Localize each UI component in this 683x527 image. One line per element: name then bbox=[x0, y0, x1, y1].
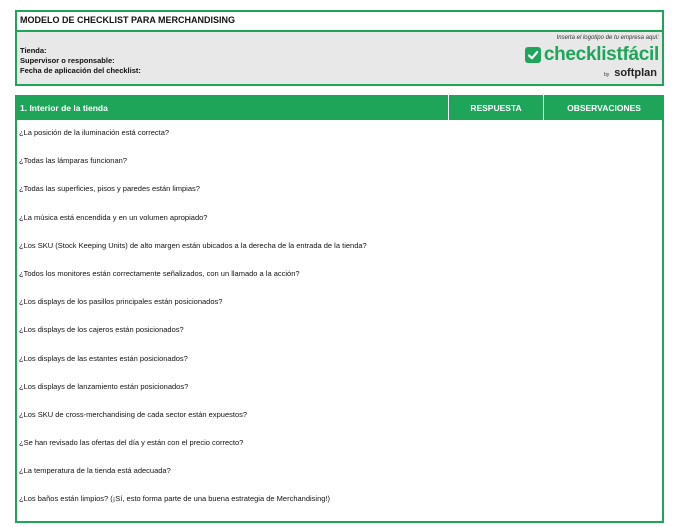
question-list bbox=[17, 120, 662, 515]
question-text: ¿Los displays de las estantes están posicionados? bbox=[19, 353, 188, 363]
brand-name: checklistfácil bbox=[543, 44, 659, 65]
question-text: ¿Todas las lámparas funcionan? bbox=[19, 156, 127, 166]
question-text: ¿Los displays de los pasillos principales están posicionados? bbox=[19, 297, 223, 307]
document-title: MODELO DE CHECKLIST PARA MERCHANDISING bbox=[20, 15, 236, 25]
question-text: ¿Todos los monitores están correctamente señalizados, con un llamado a la acción? bbox=[19, 268, 300, 278]
company-name: softplan bbox=[614, 67, 657, 79]
field-supervisor: Supervisor o responsable: bbox=[20, 56, 115, 65]
table-row bbox=[17, 374, 662, 402]
logo-subline bbox=[604, 67, 657, 79]
question-text: ¿Los baños están limpios? (¡Sí, esto forma parte de una buena estrategia de Merchandising!) bbox=[19, 494, 331, 504]
table-row bbox=[17, 458, 662, 486]
brand-logo bbox=[525, 44, 659, 66]
question-text: ¿Se han revisado las ofertas del día y están con el precio correcto? bbox=[19, 438, 244, 448]
column-header-response: RESPUESTA bbox=[448, 95, 543, 120]
logo-hint: Inserta el logotipo de tu empresa aquí: bbox=[556, 35, 659, 41]
question-text: ¿Todas las superficies, pisos y paredes están limpias? bbox=[19, 184, 200, 194]
table-row bbox=[17, 430, 662, 458]
table-row bbox=[17, 486, 662, 514]
document-header bbox=[15, 10, 664, 86]
table-row bbox=[17, 346, 662, 374]
column-header-observations: OBSERVACIONES bbox=[543, 95, 664, 120]
table-row bbox=[17, 148, 662, 176]
field-store: Tienda: bbox=[20, 46, 47, 55]
table-row bbox=[17, 317, 662, 345]
table-row bbox=[17, 233, 662, 261]
table-row bbox=[17, 205, 662, 233]
logo-area bbox=[489, 35, 659, 85]
check-mark-icon bbox=[525, 47, 541, 63]
table-row bbox=[17, 402, 662, 430]
question-text: ¿Los SKU de cross-merchandising de cada sector están expuestos? bbox=[19, 409, 248, 419]
question-text: ¿La temperatura de la tienda está adecuada? bbox=[19, 466, 171, 476]
question-text: ¿La posición de la iluminación está correcta? bbox=[19, 128, 170, 137]
question-text: ¿Los SKU (Stock Keeping Units) de alto margen están ubicados a la derecha de la entrada de la tienda? bbox=[19, 240, 367, 250]
question-text: ¿Los displays de los cajeros están posicionados? bbox=[19, 325, 184, 335]
question-text: ¿Los displays de lanzamiento están posicionados? bbox=[19, 381, 189, 391]
question-text: ¿La música está encendida y en un volumen apropiado? bbox=[19, 212, 208, 222]
table-row bbox=[17, 120, 662, 148]
table-header bbox=[15, 95, 664, 120]
table-row bbox=[17, 261, 662, 289]
logo-by: by bbox=[603, 72, 610, 78]
table-row bbox=[17, 176, 662, 204]
title-row bbox=[17, 12, 662, 32]
field-date: Fecha de aplicación del checklist: bbox=[20, 66, 141, 75]
checklist-table bbox=[15, 95, 664, 523]
table-row bbox=[17, 289, 662, 317]
info-area bbox=[17, 32, 662, 84]
info-fields bbox=[20, 46, 141, 76]
section-title: 1. Interior de la tienda bbox=[20, 102, 108, 113]
